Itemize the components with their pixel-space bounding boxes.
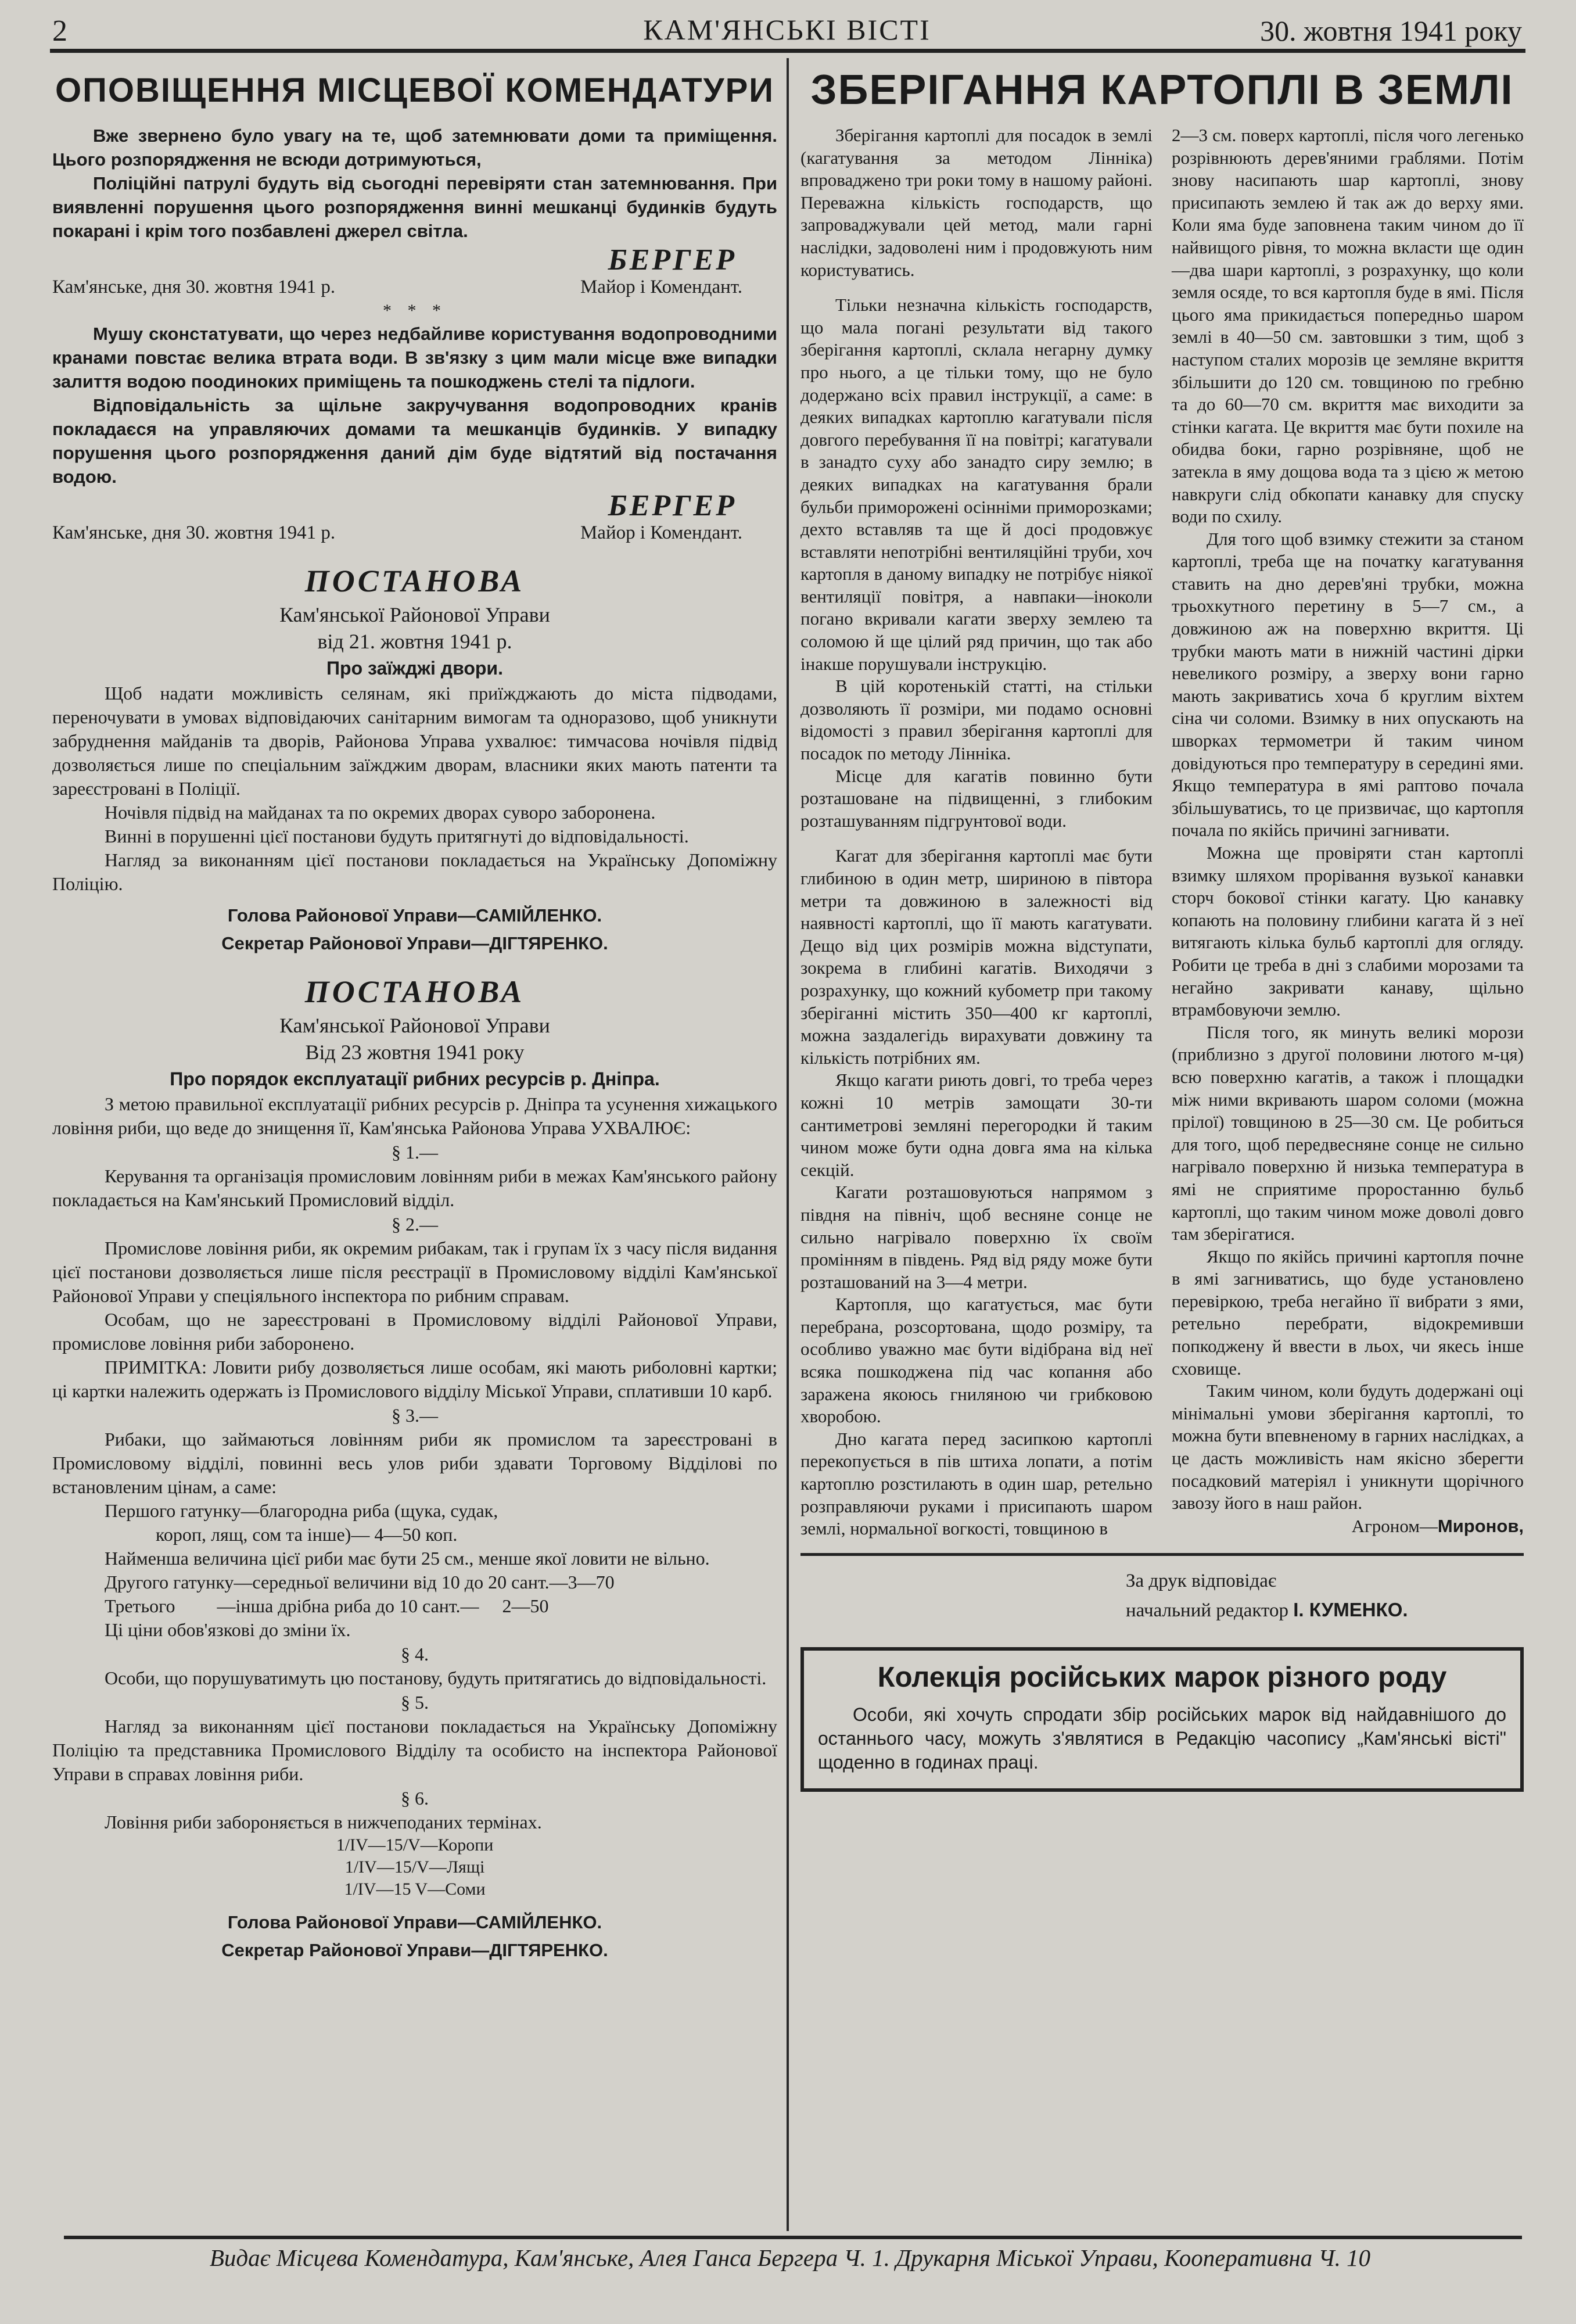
editor-label: начальний редактор: [1126, 1599, 1289, 1621]
article-paragraph: Місце для кагатів повинно бути розташоване на підвищенні, з глибоким розташуванням підгрунтової води.: [800, 765, 1153, 831]
signature-rank: Майор і Комендант.: [580, 522, 742, 543]
section-6-text: Ловіння риби забороняється в нижчеподаних термінах.: [105, 1812, 542, 1832]
section-1-heading: § 1.—: [392, 1142, 438, 1163]
article-paragraph: Картопля, що кагатується, має бути перебрана, розсортована, щодо розміру, та особливо уважно має бути відібрана від неї всяка пошкоджена під час копання або заражена якоюсь гниляною чи грибковою хворобою.: [800, 1294, 1153, 1427]
resolution2-org: Кам'янської Районової Управи: [279, 1014, 550, 1037]
signature-name: БЕРГЕР: [608, 489, 737, 522]
ban-term-1: 1/IV—15/V—Коропи: [336, 1835, 494, 1855]
article-paragraph: Якщо кагати риють довгі, то треба через кожні 10 метрів замощати 30-ти сантиметрові земляні перегородки й таким чином може бути одна довга яма на кілька секцій.: [800, 1070, 1153, 1180]
resolution2-date: Від 23 жовтня 1941 року: [305, 1041, 525, 1064]
article-paragraph: Кагат для зберігання картоплі має бути глибиною в один метр, шириною в півтора метри та довжиною в залежності від наявності картоплі, що її мають кагатувати. Дещо від цих розмірів можна відступати, зокрема в глибині кагатів. Виходячи з розрахунку, що кожний кубометр при такому зберіганні містить 350—400 кг картоплі, можна заздалегідь вирахувати довжину та кількість потрібних ям.: [800, 845, 1153, 1068]
resolution1-p4: Нагляд за виконанням цієї постанови покладається на Українську Допоміжну Поліцію.: [52, 849, 777, 894]
article-subcolumn-1: [800, 124, 1153, 1540]
editor-name: І. КУМЕНКО.: [1293, 1598, 1408, 1620]
signature-place: Кам'янське, дня 30. жовтня 1941 р.: [52, 522, 336, 543]
article-paragraph: Кагати розташовуються напрямом з півдня на північ, щоб весняне сонце не сильно нагрівало поверхню їх своїм промінням в південь. Ряд від ряду може бути розташований на 3—4 метри.: [800, 1182, 1153, 1292]
page-header: [52, 10, 1522, 51]
author-label: Агроном—: [1351, 1515, 1438, 1536]
article-paragraph: Тільки незначна кількість господарств, що мала погані результати від такого зберігання картоплі, склала негарну думку про нього, а це тільки тому, що не було додержано всіх правил інструкції, а саме: в деяких випадках картоплю кагатували після довгого перебування її на повітрі; кагатували в занадто суху або занадто сиру землю; в деяких випадках на кагатування брали бульби приморожені осінніми приморозками; дехто вставляв та ще й досі продовжує вставляти непотрібні вентиляційні труби, хоч картопля в даному випадку не потрібує ніякої вентиляції повітря, а навпаки—іноколи погано вкривали кагати зверху землею та соломою й ще цілий ряд причин, що так або інакше порушували інструкцію.: [800, 295, 1153, 674]
ban-term-3: 1/IV—15 V—Соми: [344, 1880, 486, 1899]
article-paragraph: Таким чином, коли будуть додержані оці мінімальні умови зберігання картоплі, то можна бути впевненому в гарних наслідках, а це дасть можливість нам якісно зберегти посадковий матеріял і уникнути щорічного завозу його в наш район.: [1172, 1380, 1524, 1514]
article-subcolumn-2: [1172, 124, 1524, 1540]
notice2-signature: [52, 489, 777, 549]
signature-rank: Майор і Комендант.: [580, 277, 742, 297]
notice1-p2: Поліційні патрулі будуть від сьогодні перевіряти стан затемнювання. При виявленні порушення цього розпорядження винні мешканці будинків будуть покарані і крім того позбавлені джерел світла.: [52, 173, 777, 241]
notice-title: ОПОВІЩЕННЯ МІСЦЕВОЇ КОМЕНДАТУРИ: [55, 71, 774, 109]
section-3-heading: § 3.—: [392, 1405, 438, 1426]
responsible-line: За друк відповідає: [1126, 1570, 1277, 1591]
section-2-p2: Особам, що не зареєстровані в Промисловому відділі Районової Управи, промислове ловіння риби заборонено.: [52, 1309, 777, 1354]
asterism: * * *: [383, 301, 447, 320]
resolution1-sig1: Голова Районової Управи—САМІЙЛЕНКО.: [227, 905, 602, 926]
resolution1-date: від 21. жовтня 1941 р.: [317, 630, 512, 653]
section-3-text: Рибаки, що займаються ловінням риби як промислом та зареєстровані в Промисловому відділі, повинні весь улов риби здавати Торговому Відділові по встановленим цінам, а саме:: [52, 1429, 777, 1497]
article-paragraph: В цій коротенькій статті, на стільки дозволяють її розміри, ми подамо основні відомості з правил зберігання картоплі для посадок по методу Лінніка.: [800, 676, 1153, 764]
article-paragraph: Якщо по якійсь причині картопля почне в ямі загниватись, що буде установлено перевіркою, треба негайно її вибрати з ями, ретельно перебрати, відокремивши попкоджену й ввести в льох, чи якесь інше сховище.: [1172, 1246, 1524, 1379]
stamp-collection-ad: [800, 1647, 1524, 1792]
price-line-1: Першого гатунку—благородна риба (щука, судак,: [105, 1500, 498, 1521]
prices-note: Ці ціни обов'язкові до зміни їх.: [105, 1619, 351, 1640]
section-2-note: ПРИМІТКА: Ловити рибу дозволяється лише особам, які мають риболовні картки; ці картки належить одержать із Промислового відділу Міської Управи, сплативши 10 карб.: [52, 1357, 777, 1401]
notice2-p1: Мушу сконстатувати, що через недбайливе користування водопроводними кранами повстає велика втрата води. В зв'язку з цим мали місце вже випадки залиття водою поодиноких приміщень та пошкоджень стелі та підлоги.: [52, 324, 777, 392]
resolution2-sig2: Секретар Районової Управи—ДІГТЯРЕНКО.: [221, 1940, 608, 1960]
page-number: 2: [52, 15, 67, 48]
resolution2-intro: З метою правильної експлуатації рибних ресурсів р. Дніпра та усунення хижацького ловіння риби, що веде до знищення її, Кам'янська Районова Управа УХВАЛЮЄ:: [52, 1093, 777, 1138]
section-6-heading: § 6.: [401, 1788, 429, 1809]
resolution1-title: ПОСТАНОВА: [304, 564, 525, 598]
resolution1-subject: Про заїжджі двори.: [326, 658, 503, 679]
signature-place: Кам'янське, дня 30. жовтня 1941 р.: [52, 277, 336, 297]
article-paragraph: Зберігання картоплі для посадок в землі (кагатування за методом Лінніка) впроваджено три роки тому в нашому районі. Переважна кількість господарств, що запроваджували цей метод, мали гарні наслідки, задоволені ним і продовжують ним користуватись.: [800, 125, 1153, 280]
resolution2-sig1: Голова Районової Управи—САМІЙЛЕНКО.: [227, 1912, 602, 1932]
right-column: [800, 63, 1524, 1792]
resolution1-sig2: Секретар Районової Управи—ДІГТЯРЕНКО.: [221, 933, 608, 953]
section-4-heading: § 4.: [401, 1644, 429, 1665]
newspaper-name: КАМ'ЯНСЬКІ ВІСТІ: [643, 13, 931, 46]
notice1-signature: [52, 243, 777, 303]
price-line-3: Третього —інша дрібна риба до 10 сант.— 2—50: [105, 1595, 549, 1616]
left-column: [52, 63, 777, 1964]
ban-term-2: 1/IV—15/V—Лящі: [344, 1857, 485, 1877]
article-paragraph: 2—3 см. поверх картоплі, після чого легенько розрівнюють дерев'яними граблями. Потім знову насипають шар картоплі, знову присипають землею й так аж до верху ями. Коли яма буде заповнена таким чином до її найвищого рівня, то можна вкласти ще один—два шари картоплі, з розрахунку, що коли земля осяде, то вся картопля буде в ямі. Після цього яма прикидається попередньо шаром землі в 40—50 см. завтовшки з тим, щоб з наступом сталих морозів це земляне вкриття збільшити до 120 см. товщиною по гребню та до 60—70 см. вкриття має виходити за стінки кагата. Це вкриття має бути похиле на обидва боки, гарно розрівняне, щоб не затекла в яму дощова вода та з цією ж метою навкруги слід обкопати канавку для спуску води по схилу.: [1172, 125, 1524, 527]
article-paragraph: Можна ще провіряти стан картоплі взимку шляхом прорівання вузької канавки сторч бокової стінки кагату. Цю канавку копають на половину глибини кагата й з неї витягають кілька бульб картоплі для огляду. Робити це треба в дні з слабими морозами та негайно закривати канаву, щільно втрамбовуючи землю.: [1172, 842, 1524, 1020]
section-2-p1: Промислове ловіння риби, як окремим рибакам, так і групам їх з часу після видання цієї постанови дозволяється лише після реєстрації в Промисловому відділі Кам'янської Районової Управи у спеціяльного інспектора по рибним справам.: [52, 1238, 777, 1306]
section-5-heading: § 5.: [401, 1692, 429, 1713]
notice2-p2: Відповідальність за щільне закручування водопроводних кранів покладаєся на управляючих домами та мешканців будинків. У випадку порушення цього розпорядження даний дім буде відтятий від постачання водою.: [52, 395, 777, 487]
column-separator: [787, 58, 789, 2231]
notice1-p1: Вже звернено було увагу на те, щоб затемнювати доми та приміщення. Цього розпорядження не всюди дотримуються,: [52, 125, 777, 170]
article-title: ЗБЕРІГАННЯ КАРТОПЛІ В ЗЕМЛІ: [810, 67, 1514, 113]
price-line-2: Другого гатунку—середньої величини від 10 до 20 сант.—3—70: [105, 1572, 615, 1593]
article-paragraph: Дно кагата перед засипкою картоплі перекопується в пів штиха лопати, а потім картоплю розстилають в один шар, ретельно розправляючи руками і присипають шаром землі, нормальної вогкості, товщиною в: [800, 1428, 1153, 1539]
footer-rule: [64, 2236, 1522, 2239]
ad-body: Особи, які хочуть спродати збір російських марок від найдавнішого до останнього часу, можуть з'являтися в Редакцію часопису „Кам'янські вісті" щоденно в годинах праці.: [818, 1703, 1506, 1773]
article-body: [800, 124, 1524, 1540]
signature-name: БЕРГЕР: [608, 243, 737, 277]
article-author: [1172, 1515, 1524, 1538]
section-4-text: Особи, що порушуватимуть цю постанову, будуть притягатись до відповідальності.: [105, 1667, 767, 1688]
right-rule: [800, 1553, 1524, 1556]
author-name: Миронов,: [1437, 1515, 1524, 1536]
resolution1-org: Кам'янської Районової Управи: [279, 603, 550, 626]
issue-date: 30. жовтня 1941 року: [1260, 15, 1522, 47]
resolution2-subject: Про порядок експлуатації рибних ресурсів р. Дніпра.: [170, 1068, 660, 1089]
article-paragraph: Для того щоб взимку стежити за станом картоплі, треба ще на початку кагатування ставить на дно дерев'яні трубки, можна трьохкутного перетину в 5—7 см., а довжиною аж на поверхню вкриття. Ці трубки мають мати в нижній частині дірки невеликого розміру, а зверху вони гарно мають закриватись хоча б круглим віхтем сіна чи соломи. Взимку в них опускають на шворках термометри й таким чином довідуються про температуру в середині ями. Якщо температура в ямі раптово почала збільшуватись, то це призвичає, що картопля почала по якійсь причині загнивати.: [1172, 528, 1524, 841]
header-rule: [50, 49, 1525, 53]
section-1-text: Керування та організація промисловим ловінням риби в межах Кам'янського району покладається на Кам'янський Промисловий відділ.: [52, 1165, 777, 1210]
section-2-heading: § 2.—: [392, 1214, 438, 1235]
min-size-rule: Найменша величина цієї риби має бути 25 см., менше якої ловити не вільно.: [105, 1548, 710, 1569]
section-5-text: Нагляд за виконанням цієї постанови покладається на Українську Допоміжну Поліцію та представника Промислового Відділу та особисто на інспектора Районової Управи в справах ловіння риби.: [52, 1716, 777, 1784]
editor-credit: [800, 1566, 1524, 1625]
resolution1-p3: Винні в порушенні цієї постанови будуть притягнуті до відповідальності.: [105, 826, 689, 847]
ad-title: Колекція російських марок різного роду: [877, 1661, 1447, 1693]
editor-line: [1126, 1595, 1524, 1625]
resolution2-title: ПОСТАНОВА: [304, 974, 525, 1009]
resolution1-p1: Щоб надати можливість селянам, які приїжджають до міста підводами, переночувати в умовах відповідаючих санітарним вимогам та одноразово, щоб уникнути забруднення майданів та дворів, Районова Управа ухвалює: тимчасова ночівля підвід дозволяється лише по спеціальним заїжджим дворам, власники яких мають патенти та зареєстровані в Поліції.: [52, 683, 777, 799]
article-paragraph: Після того, як минуть великі морози (приблизно з другої половини лютого м-ця) всю поверхню кагатів, а також і площадки між ними вкривають шаром соломи (можна прілої) товщиною в 25—30 см. Це робиться для того, щоб передвесняне сонце не сильно нагрівало поверхню й низька температура в ямі не сприятиме проростанню бульб картоплі, що таким чином може доволі довго там зберігатися.: [1172, 1021, 1524, 1245]
resolution1-p2: Ночівля підвід на майданах та по окремих дворах суворо заборонена.: [105, 802, 656, 823]
price-line-1b: короп, лящ, сом та інше)— 4—50 коп.: [105, 1524, 458, 1545]
publisher-footer: Видає Місцева Комендатура, Кам'янське, Алея Ганса Бергера Ч. 1. Друкарня Міської Управи, Кооперативна Ч. 10: [209, 2244, 1371, 2271]
